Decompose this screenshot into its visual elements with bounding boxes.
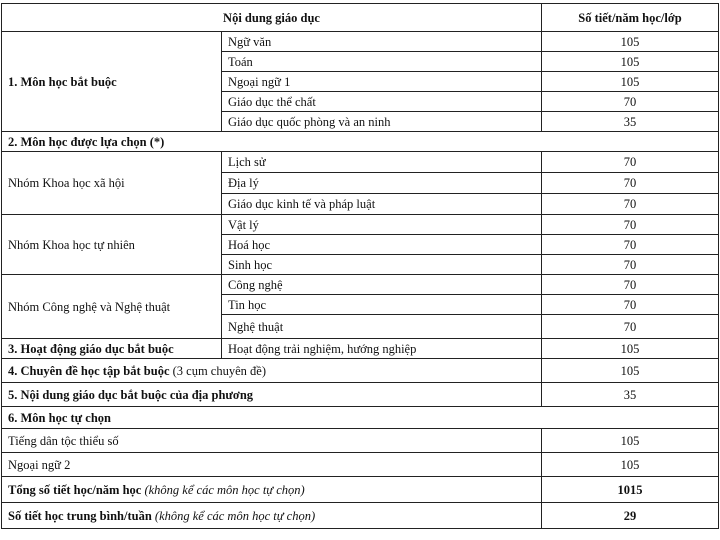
- header-content: Nội dung giáo dục: [2, 4, 542, 32]
- subject-cell: Tiếng dân tộc thiểu số: [2, 429, 542, 453]
- value-cell: 70: [542, 194, 719, 215]
- value-cell: 70: [542, 235, 719, 255]
- table-row: [2, 152, 719, 173]
- avg-week-note: (không kể các môn học tự chọn): [154, 508, 316, 523]
- avg-week-value: 29: [542, 503, 719, 529]
- header-row: [2, 4, 719, 32]
- value-cell: 70: [542, 92, 719, 112]
- value-cell: 105: [542, 52, 719, 72]
- value-cell: 70: [542, 215, 719, 235]
- subject-cell: Nghệ thuật: [222, 315, 542, 339]
- value-cell: 35: [542, 112, 719, 132]
- value-cell: 105: [542, 32, 719, 52]
- subject-cell: Tin học: [222, 295, 542, 315]
- header-periods: Số tiết/năm học/lớp: [542, 4, 719, 32]
- section-1-label: 1. Môn học bắt buộc: [2, 32, 222, 132]
- total-year-note: (không kể các môn học tự chọn): [144, 482, 305, 497]
- value-cell: 70: [542, 315, 719, 339]
- group-natural-label: Nhóm Khoa học tự nhiên: [2, 215, 222, 275]
- table-row: [2, 132, 719, 152]
- table-row: [2, 32, 719, 52]
- avg-week-label: Số tiết học trung bình/tuần: [8, 508, 152, 523]
- group-tech-arts-label: Nhóm Công nghệ và Nghệ thuật: [2, 275, 222, 339]
- value-cell: 35: [542, 383, 719, 407]
- value-cell: 105: [542, 339, 719, 359]
- value-cell: 70: [542, 295, 719, 315]
- table-row: [2, 275, 719, 295]
- subject-cell: Toán: [222, 52, 542, 72]
- subject-cell: Địa lý: [222, 173, 542, 194]
- section-2-label: 2. Môn học được lựa chọn (*): [2, 132, 719, 152]
- section-3-label: 3. Hoạt động giáo dục bắt buộc: [2, 339, 222, 359]
- subject-cell: Ngoại ngữ 1: [222, 72, 542, 92]
- total-year-cell: [2, 477, 542, 503]
- table-row: [2, 215, 719, 235]
- subject-cell: Giáo dục quốc phòng và an ninh: [222, 112, 542, 132]
- subject-cell: Sinh học: [222, 255, 542, 275]
- table-row: [2, 429, 719, 453]
- curriculum-table: [1, 3, 719, 529]
- total-year-value: 1015: [542, 477, 719, 503]
- subject-cell: Ngoại ngữ 2: [2, 453, 542, 477]
- value-cell: 105: [542, 453, 719, 477]
- table-row: [2, 383, 719, 407]
- subject-cell: Công nghệ: [222, 275, 542, 295]
- subject-cell: Vật lý: [222, 215, 542, 235]
- section-4-label: 4. Chuyên đề học tập bắt buộc: [8, 363, 170, 378]
- section-5-label: 5. Nội dung giáo dục bắt buộc của địa phương: [2, 383, 542, 407]
- section-4-note: (3 cụm chuyên đề): [172, 363, 266, 378]
- value-cell: 105: [542, 429, 719, 453]
- table-row: [2, 407, 719, 429]
- table-row: [2, 339, 719, 359]
- subject-cell: Hoá học: [222, 235, 542, 255]
- value-cell: 105: [542, 359, 719, 383]
- table-row: [2, 453, 719, 477]
- group-social-label: Nhóm Khoa học xã hội: [2, 152, 222, 215]
- subject-cell: Ngữ văn: [222, 32, 542, 52]
- subject-cell: Hoạt động trải nghiệm, hướng nghiệp: [222, 339, 542, 359]
- table-row: [2, 359, 719, 383]
- section-4-cell: [2, 359, 542, 383]
- value-cell: 70: [542, 275, 719, 295]
- value-cell: 105: [542, 72, 719, 92]
- value-cell: 70: [542, 152, 719, 173]
- subject-cell: Giáo dục thể chất: [222, 92, 542, 112]
- table-row: [2, 477, 719, 503]
- total-year-label: Tổng số tiết học/năm học: [8, 482, 142, 497]
- table-row: [2, 503, 719, 529]
- subject-cell: Lịch sử: [222, 152, 542, 173]
- value-cell: 70: [542, 255, 719, 275]
- subject-cell: Giáo dục kinh tế và pháp luật: [222, 194, 542, 215]
- avg-week-cell: [2, 503, 542, 529]
- section-6-label: 6. Môn học tự chọn: [2, 407, 719, 429]
- value-cell: 70: [542, 173, 719, 194]
